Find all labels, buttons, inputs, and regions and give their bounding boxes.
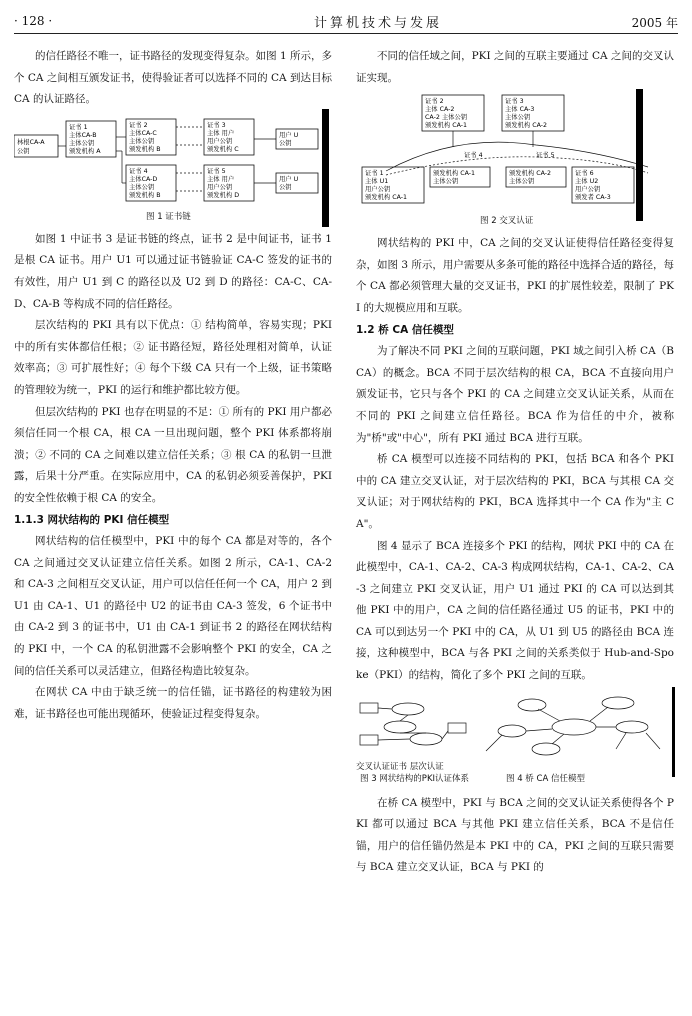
svg-text:证书 4: 证书 4 xyxy=(129,167,148,175)
svg-text:证书 1: 证书 1 xyxy=(69,123,88,131)
section-heading-1-1-3: 1.1.3 网状结构的 PKI 信任模型 xyxy=(14,513,170,526)
figure-4-caption: 图 4 桥 CA 信任模型 xyxy=(506,773,585,784)
svg-text:颁发机构 CA-2: 颁发机构 CA-2 xyxy=(505,122,548,130)
left-column xyxy=(14,46,332,725)
svg-text:主体 CA-2: 主体 CA-2 xyxy=(425,106,455,114)
svg-text:主体 U1: 主体 U1 xyxy=(365,178,389,186)
journal-title: 计算机技术与发展 xyxy=(314,16,443,31)
svg-text:颁发机构 CA-1: 颁发机构 CA-1 xyxy=(365,194,408,202)
svg-text:用户公钥: 用户公钥 xyxy=(365,186,391,194)
svg-text:证书 5: 证书 5 xyxy=(207,167,226,175)
paragraph: 但层次结构的 PKI 也存在明显的不足：① 所有的 PKI 用户都必须信任同一个根 CA，根 CA 一旦出现问题，整个 PKI 体系都将崩溃；② 不同的 CA 之间难以建立信任关系；③ 根 CA 的私钥一旦泄露，后果十分严重。在实际应用中，CA 的私钥必须妥善保护，PKI 的安全性依赖于根 CA 的安全。 xyxy=(14,405,332,504)
figure-2 xyxy=(356,93,674,227)
figure-2-caption: 图 2 交叉认证 xyxy=(480,216,534,227)
svg-text:主体 U2: 主体 U2 xyxy=(575,178,599,186)
user-cert-6-box xyxy=(572,167,634,203)
svg-text:证书 3: 证书 3 xyxy=(207,121,226,129)
svg-text:主体 CA-3: 主体 CA-3 xyxy=(505,106,535,114)
figure-1 xyxy=(14,115,332,223)
figure-2-edge-bar xyxy=(636,89,643,221)
paragraph: 在网状 CA 中由于缺乏统一的信任锚，证书路径的构建较为困难，证书路径也可能出现循环，使验证过程变得复杂。 xyxy=(14,686,332,720)
paragraph: 在桥 CA 模型中，PKI 与 BCA 之间的交叉认证关系使得各个 PKI 都可以通过 BCA 与其他 PKI 建立信任关系，BCA 不是信任锚，用户的信任锚仍然是本 PKI 中的 CA，PKI 之间的互联只需要与 BCA 建立交叉认证，BCA 与 PKI 的 xyxy=(356,796,674,874)
svg-text:颁发者 CA-3: 颁发者 CA-3 xyxy=(575,194,611,202)
paragraph: 图 4 显示了 BCA 连接多个 PKI 的结构，网状 PKI 中的 CA 在此模型中，CA-1、CA-2、CA-3 构成网状结构，CA-1、CA-2、CA-3 之间建立 PKI 交叉认证，用户 U1 通过 PKI 的 CA 可以达到其他 PKI 中的用户，CA 之间的信任路径通过 U5 的证书，PKI 中的 CA 可以到达另一个 PKI 中的 CA，从 U1 到 U5 的路径由 BCA 连接，这种模型中，BCA 与各 PKI 之间的关系类似于 Hub-and-Spoke（PKI）的结构，简化了多个 PKI 之间的互联。 xyxy=(356,539,674,682)
svg-text:公钥: 公钥 xyxy=(17,147,30,155)
svg-text:证书 6: 证书 6 xyxy=(575,170,594,178)
cert-4-label: 证书 4 xyxy=(464,152,483,160)
cert-3-box xyxy=(204,119,254,155)
issuer-ca-2-box xyxy=(506,167,566,187)
svg-text:证书 3: 证书 3 xyxy=(505,98,524,106)
cert-4-box xyxy=(126,165,176,201)
svg-text:颁发机构 D: 颁发机构 D xyxy=(207,191,240,199)
svg-text:主体公钥: 主体公钥 xyxy=(129,183,155,191)
figure-3-caption: 图 3 网状结构的PKI认证体系 xyxy=(360,773,470,784)
svg-text:林根CA-A: 林根CA-A xyxy=(17,138,45,146)
bridge-ca-graph xyxy=(486,697,660,755)
svg-text:用户公钥: 用户公钥 xyxy=(207,183,233,191)
cross-cert-2-box xyxy=(422,95,484,131)
paragraph: 网状结构的 PKI 中，CA 之间的交叉认证使得信任路径变得复杂，如图 3 所示，用户需要从多条可能的路径中选择合适的路径，每个 CA 都必须管理大量的交叉证书，PKI 的扩展性较差，限制了 PKI 的大规模应用和互联。 xyxy=(356,237,674,314)
cross-cert-connectors xyxy=(386,131,648,178)
svg-text:主体公钥: 主体公钥 xyxy=(505,114,531,122)
svg-text:证书 1: 证书 1 xyxy=(365,170,384,178)
svg-text:证书 2: 证书 2 xyxy=(129,121,148,129)
svg-text:颁发机构 CA-2: 颁发机构 CA-2 xyxy=(509,170,552,178)
svg-text:主体CA-B: 主体CA-B xyxy=(69,131,97,139)
figure-4-edge-bar xyxy=(672,687,675,777)
svg-text:主体 用户: 主体 用户 xyxy=(207,175,235,183)
cross-cert-3-box xyxy=(502,95,564,131)
svg-text:颁发机构 A: 颁发机构 A xyxy=(69,147,101,155)
paragraph: 层次结构的 PKI 具有以下优点：① 结构简单，容易实现；PKI 中的所有实体都信任根；② 证书路径短，路径处理相对简单，认证效率高；③ 可扩展性好；④ 每个下级 CA 只有一个上级，证书策略的管理较为统一，PKI 的运行和维护都比较方便。 xyxy=(14,319,332,396)
svg-text:公钥: 公钥 xyxy=(279,183,292,191)
svg-text:颁发机构 CA-1: 颁发机构 CA-1 xyxy=(425,122,468,130)
page-header xyxy=(14,8,678,34)
right-column xyxy=(356,46,674,879)
svg-text:颁发机构 B: 颁发机构 B xyxy=(129,191,161,199)
user-1-box xyxy=(276,129,318,149)
user-cert-1-box xyxy=(362,167,424,203)
svg-text:颁发机构 C: 颁发机构 C xyxy=(207,145,239,153)
issuer-ca-1-box xyxy=(430,167,490,187)
svg-text:CA-2 主体公钥: CA-2 主体公钥 xyxy=(425,114,468,122)
svg-text:主体公钥: 主体公钥 xyxy=(433,178,459,186)
cert-5-box xyxy=(204,165,254,201)
paragraph: 网状结构的信任模型中，PKI 中的每个 CA 都是对等的，各个 CA 之间通过交叉认证建立信任关系。如图 2 所示，CA-1、CA-2 和 CA-3 之间相互交叉认证，用户可以信任任何一个 CA，用户 2 到 U1 由 CA-1、U1 的路径中 U2 的证书由 CA-3 签发，6 个证书中由 CA-2 到 3 的证书中，U1 由 CA-1 到证书 2 的路径在网状结构的 PKI 中，一个 CA 的私钥泄露不会影响整个 PKI 的安全，CA 之间的信任关系可以灵活建立，但路径构造比较复杂。 xyxy=(14,535,332,677)
figure-1-edge-bar xyxy=(322,109,329,227)
svg-text:主体公钥: 主体公钥 xyxy=(69,139,95,147)
svg-text:颁发机构 B: 颁发机构 B xyxy=(129,145,161,153)
svg-text:用户 U: 用户 U xyxy=(279,175,299,183)
svg-text:用户公钥: 用户公钥 xyxy=(575,186,601,194)
figure-3-legend: 交叉认证证书 层次认证 xyxy=(356,761,444,772)
svg-text:主体CA-D: 主体CA-D xyxy=(129,175,158,183)
svg-text:公钥: 公钥 xyxy=(279,139,292,147)
svg-text:用户 U: 用户 U xyxy=(279,131,299,139)
paragraph: 如图 1 中证书 3 是证书链的终点，证书 2 是中间证书，证书 1 是根 CA 证书。用户 U1 可以通过证书链验证 CA-C 签发的证书的有效性，用户 U1 到 C 的路径以及 U2 到 D 的路径：CA-C、CA-D、CA-B 等构成不同的信任路径。 xyxy=(14,232,332,310)
user-2-box xyxy=(276,173,318,193)
svg-text:主体 用户: 主体 用户 xyxy=(207,129,235,137)
paragraph: 桥 CA 模型可以连接不同结构的 PKI，包括 BCA 和各个 PKI 中的 CA 建立交叉认证，对于层次结构的 PKI，BCA 与其根 CA 交叉认证；对于网状结构的 PKI，BCA 选择其中一个 CA 作为"主 CA"。 xyxy=(356,453,674,530)
root-ca-box xyxy=(14,135,58,157)
figure-1-diagram xyxy=(14,115,332,207)
svg-text:颁发机构 CA-1: 颁发机构 CA-1 xyxy=(433,170,476,178)
cert-2-box xyxy=(126,119,176,155)
figure-3-4-diagram xyxy=(356,691,674,763)
svg-text:主体CA-C: 主体CA-C xyxy=(129,129,157,137)
section-heading-1-2: 1.2 桥 CA 信任模型 xyxy=(356,323,454,336)
paragraph: 为了解决不同 PKI 之间的互联问题，PKI 域之间引入桥 CA（BCA）的概念。BCA 不同于层次结构的根 CA，BCA 不直接向用户颁发证书，它只与各个 PKI 的 CA 之间建立交叉认证关系，从而在不同的 PKI 之间建立信任路径。BCA 作为信任的中介，被称为"桥"或"中心"，所有 PKI 通过 BCA 进行互联。 xyxy=(356,345,674,444)
paragraph: 不同的信任域之间，PKI 之间的互联主要通过 CA 之间的交叉认证实现。 xyxy=(356,50,674,84)
svg-text:证书 2: 证书 2 xyxy=(425,98,444,106)
figure-2-diagram xyxy=(356,93,674,213)
paragraph: 的信任路径不唯一，证书路径的发现变得复杂。如图 1 所示，多个 CA 之间相互颁发证书，使得验证者可以选择不同的 CA 到达目标 CA 的认证路径。 xyxy=(14,50,332,106)
page-number: · 128 · xyxy=(14,14,53,28)
journal-year: 2005 年 xyxy=(631,16,678,30)
mesh-pki-graph xyxy=(360,703,466,745)
cert-1-box xyxy=(66,121,116,157)
svg-text:主体公钥: 主体公钥 xyxy=(129,137,155,145)
figure-3-4 xyxy=(356,691,674,787)
cert-5-label: 证书 5 xyxy=(536,152,555,160)
svg-text:用户公钥: 用户公钥 xyxy=(207,137,233,145)
figure-1-caption: 图 1 证书链 xyxy=(146,211,191,222)
svg-text:主体公钥: 主体公钥 xyxy=(509,178,535,186)
